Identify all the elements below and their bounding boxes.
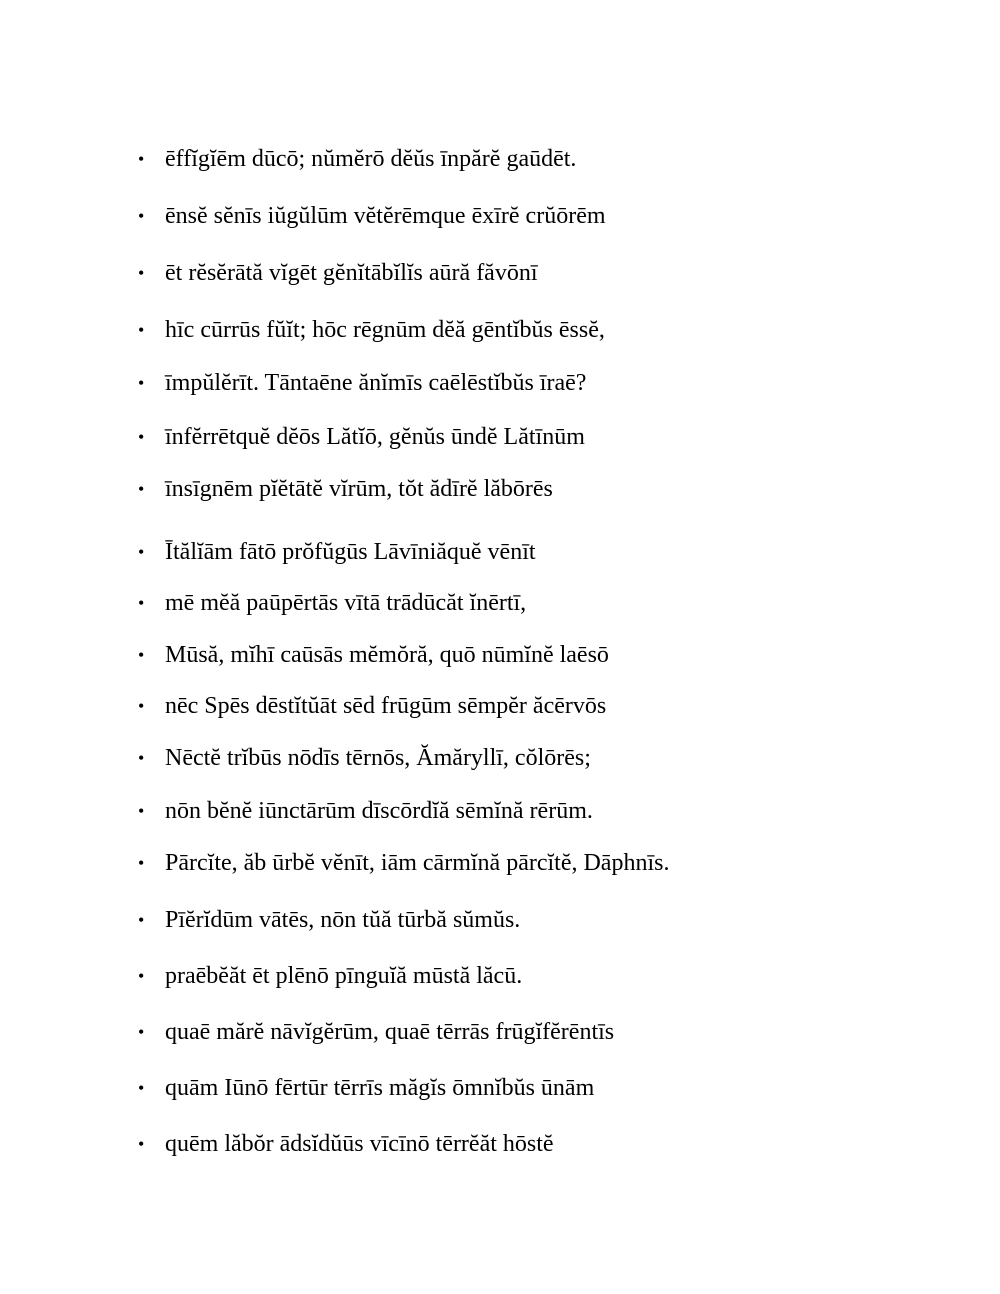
bullet-icon: • — [138, 320, 145, 340]
bullet-icon: • — [138, 479, 145, 499]
bullet-icon: • — [138, 966, 145, 986]
verse-line: quēm lăbŏr ādsĭdŭūs vīcīnō tērrĕăt hōstĕ — [165, 1131, 554, 1157]
bullet-icon: • — [138, 1134, 145, 1154]
verse-line: Ītălĭām fātō prŏfŭgūs Lāvīniăquĕ vēnīt — [165, 539, 536, 565]
bullet-icon: • — [138, 801, 145, 821]
verse-line: ēffĭgĭēm dūcō; nŭmĕrō dĕŭs īnpărĕ gaūdēt. — [165, 146, 577, 172]
bullet-icon: • — [138, 542, 145, 562]
bullet-icon: • — [138, 427, 145, 447]
bullet-icon: • — [138, 1078, 145, 1098]
bullet-icon: • — [138, 696, 145, 716]
bullet-icon: • — [138, 373, 145, 393]
verse-line: Pīĕrĭdūm vātēs, nōn tŭă tūrbă sŭmŭs. — [165, 907, 521, 933]
verse-line: ēnsĕ sĕnīs iŭgŭlūm vĕtĕrēmque ēxīrĕ crŭōrēm — [165, 203, 606, 229]
verse-line: ēt rĕsĕrātă vĭgēt gĕnĭtābĭlĭs aūră făvōnī — [165, 260, 538, 286]
verse-line: Nēctĕ trĭbūs nōdīs tērnōs, Ămăryllī, cŏlōrēs; — [165, 745, 591, 771]
verse-line: Mūsă, mĭhī caūsās mĕmŏră, quō nūmĭnĕ laēsō — [165, 642, 609, 668]
bullet-icon: • — [138, 593, 145, 613]
verse-line: nēc Spēs dēstĭtŭāt sēd frūgūm sēmpĕr ăcērvōs — [165, 693, 607, 719]
bullet-icon: • — [138, 263, 145, 283]
verse-line: hīc cūrrūs fŭĭt; hōc rēgnūm dĕă gēntĭbŭs ēssĕ, — [165, 317, 605, 343]
bullet-icon: • — [138, 149, 145, 169]
bullet-icon: • — [138, 748, 145, 768]
verse-line: īmpŭlĕrīt. Tāntaēne ănĭmīs caēlēstĭbŭs īraē? — [165, 370, 587, 396]
verse-line: praēbĕăt ēt plēnō pīnguĭă mūstă lăcū. — [165, 963, 523, 989]
bullet-icon: • — [138, 910, 145, 930]
verse-line: īnsīgnēm pĭĕtātĕ vĭrūm, tŏt ădīrĕ lăbōrēs — [165, 476, 553, 502]
verse-line: quām Iūnō fērtūr tērrīs măgĭs ōmnĭbŭs ūnām — [165, 1075, 595, 1101]
verse-line: Pārcĭte, ăb ūrbĕ vĕnīt, iām cārmĭnă pārcĭtĕ, Dāphnīs. — [165, 850, 670, 876]
verse-line: quaē mărĕ nāvĭgĕrūm, quaē tērrās frūgĭfĕrēntīs — [165, 1019, 615, 1045]
verse-line: īnfĕrrētquĕ dĕōs Lătĭō, gĕnŭs ūndĕ Lătīnūm — [165, 424, 585, 450]
verse-line: mē mĕă paūpērtās vītā trādūcăt ĭnērtī, — [165, 590, 527, 616]
bullet-icon: • — [138, 645, 145, 665]
bullet-icon: • — [138, 206, 145, 226]
bullet-icon: • — [138, 853, 145, 873]
bullet-icon: • — [138, 1022, 145, 1042]
verse-line: nōn bĕnĕ iūnctārūm dīscōrdĭă sēmĭnă rērūm. — [165, 798, 593, 824]
